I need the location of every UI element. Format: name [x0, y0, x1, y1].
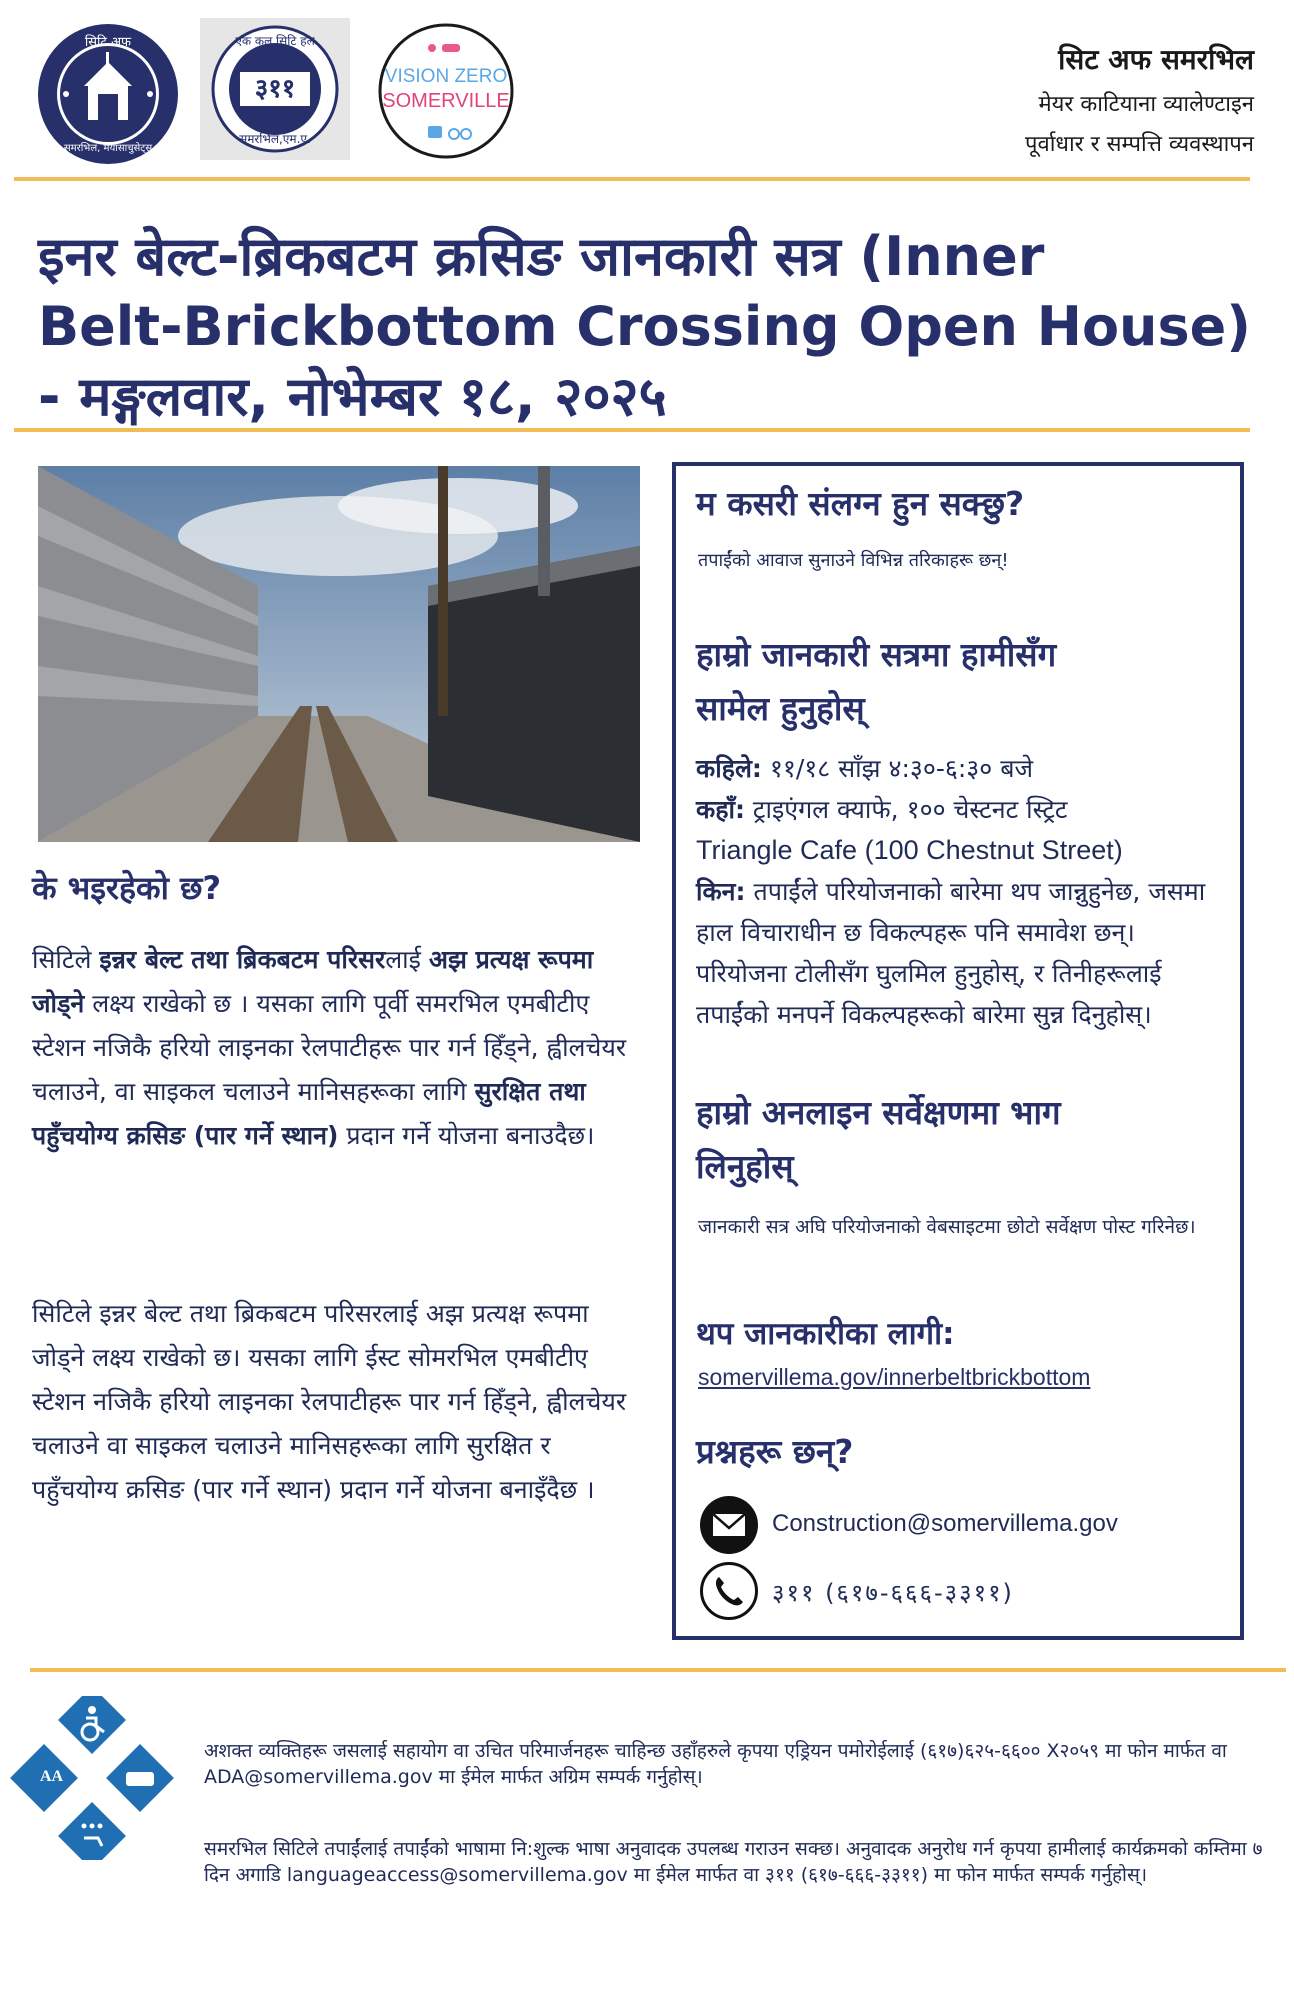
logo2-text-top: एक कल सिटि हल [235, 34, 315, 48]
right-heading-3: हाम्रो अनलाइन सर्वेक्षणमा भाग लिनुहोस् [696, 1093, 1061, 1186]
logo1-text-top: सिटि अफ [84, 35, 132, 50]
footer-ada-notice: अशक्त व्यक्तिहरू जसलाई सहायोग वा उचित परिमार्जनहरू चाहिन्छ उहाँहरुले कृपया एड्रियन पमोरोईलाई (६१७)६२५-६६०० X२०५९ मा फोन मार्फत वा ADA@somervillema.gov मा ईमेल मार्फत अग्रिम सम्पर्क गर्नुहोस्। [204, 1740, 1227, 1788]
logo3-line2: SOMERVILLE [382, 90, 510, 112]
left-paragraph-2: सिटिले इन्नर बेल्ट तथा ब्रिकबटम परिसरलाई अझ प्रत्यक्ष रूपमा जोड्ने लक्ष्य राखेको छ। यसका लागि ईस्ट सोमरभिल एमबीटीए स्टेशन नजिकै हरियो लाइनका रेलपाटीहरू पार गर्न हिँड्ने, ह्वीलचेयर चलाउने वा साइकल चलाउने मानिसहरूका लागि सुरक्षित र पहुँचयोग्य क्रसिङ (पार गर्ने स्थान) प्रदान गर्ने योजना बनाइँदैछ । [32, 1299, 627, 1504]
title-line2: Belt-Brickbottom Crossing Open House) [38, 295, 1251, 358]
footer-divider [30, 1668, 1286, 1672]
logo2-number: ३११ [240, 72, 310, 106]
email-icon [700, 1496, 758, 1554]
project-link[interactable]: somervillema.gov/innerbeltbrickbottom [698, 1364, 1091, 1390]
left-heading: के भइरहेको छ? [32, 869, 222, 907]
phone-number[interactable]: ३११ (६१७-६६६-३३११) [772, 1579, 1014, 1607]
aa-label: AA [40, 1768, 64, 1785]
title-line1: इनर बेल्ट-ब्रिकबटम क्रसिङ जानकारी सत्र (Inner [38, 225, 1045, 288]
email-link[interactable]: Construction@somervillema.gov [772, 1510, 1118, 1537]
department-name: पूर्वाधार र सम्पत्ति व्यवस्थापन [1024, 132, 1254, 157]
title-divider [14, 428, 1250, 432]
mayor-name: मेयर काटियाना व्यालेण्टाइन [1038, 92, 1254, 117]
right-heading-4: थप जानकारीका लागी: [696, 1316, 955, 1352]
logo3-line1: VISION ZERO [384, 66, 508, 87]
city-seal-logo [36, 22, 180, 166]
right-heading-2: हाम्रो जानकारी सत्रमा हामीसँग सामेल हुनुहोस् [696, 635, 1057, 728]
right-heading-1: म कसरी संलग्न हुन सक्छु? [696, 484, 1025, 523]
page-title [38, 222, 1268, 432]
left-paragraph-1: सिटिले इन्नर बेल्ट तथा ब्रिकबटम परिसरलाई अझ प्रत्यक्ष रूपमा जोड्ने लक्ष्य राखेको छ । यसका लागि पूर्वी समरभिल एमबीटीए स्टेशन नजिकै हरियो लाइनका रेलपाटीहरू पार गर्न हिँड्ने, ह्वीलचेयर चलाउने, वा साइकल चलाउने मानिसहरूका लागि सुरक्षित तथा पहुँचयोग्य क्रसिङ (पार गर्ने स्थान) प्रदान गर्ने योजना बनाउदैछ। [32, 945, 627, 1150]
railway-photo [38, 466, 640, 842]
phone-icon [700, 1562, 758, 1620]
logo1-text-bottom: समरभिल, मयासाचुसेट्स [63, 143, 153, 154]
right-subtext-1: तपाईंको आवाज सुनाउने विभिन्न तरिकाहरू छन्! [698, 550, 1009, 571]
311-logo [200, 18, 350, 160]
event-details: कहिले: ११/१८ साँझ ४:३०-६:३० बजे कहाँ: ट्राइएंगल क्याफे, १०० चेस्टनट स्ट्रिट Triangle Cafe (100 Chestnut Street) किन: तपाईंले परियोजनाको बारेमा थप जान्नुहुनेछ, जसमा हाल विचाराधीन छ विकल्पहरू पनि समावेश छन्। परियोजना टोलीसँग घुलमिल हुनुहोस्, र तिनीहरूलाई तपाईंको मनपर्ने विकल्पहरूको बारेमा सुन्न दिनुहोस्। [696, 754, 1206, 1029]
accessibility-icons [10, 1696, 174, 1860]
header-divider [14, 177, 1250, 181]
right-heading-5: प्रश्नहरू छन्? [696, 1432, 854, 1471]
title-line3: - मङ्गलवार, नोभेम्बर १८, २०२५ [38, 365, 667, 428]
vision-zero-logo [374, 22, 518, 160]
footer-language-notice: समरभिल सिटिले तपाईंलाई तपाईंको भाषामा नि:शुल्क भाषा अनुवादक उपलब्ध गराउन सक्छ। अनुवादक अनुरोध गर्न कृपया हामीलाई कार्यक्रमको कम्तिमा ७ दिन अगाडि languageaccess@somervillema.gov मा ईमेल मार्फत वा ३११ (६१७-६६६-३३११) मा फोन मार्फत सम्पर्क गर्नुहोस्। [204, 1838, 1263, 1886]
right-subtext-3: जानकारी सत्र अघि परियोजनाको वेबसाइटमा छोटो सर्वेक्षण पोस्ट गरिनेछ। [698, 1216, 1196, 1238]
logo2-text-bottom: समरभिल,एम.ए. [239, 132, 311, 146]
org-name: सिट अफ समरभिल [1058, 43, 1254, 76]
